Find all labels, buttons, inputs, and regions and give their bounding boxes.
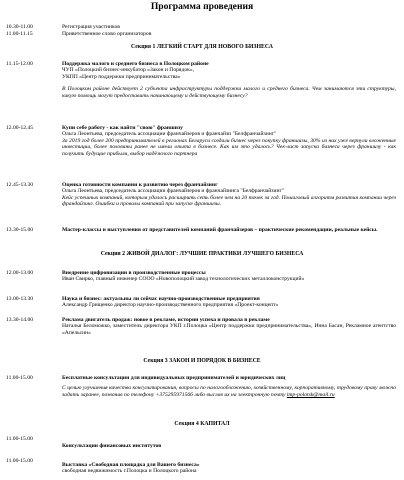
section-heading: Секция 4 КАПИТАЛ bbox=[174, 421, 230, 427]
schedule-row bbox=[6, 296, 396, 309]
item-title: Мастер-классы и выступления от представителей компаний франчайзеров – практические рекомендации, реальные кейсы. bbox=[62, 227, 378, 233]
time-slot: 13.30-14.00 bbox=[6, 317, 34, 323]
time-slot: 10.30-11.00 bbox=[6, 24, 33, 30]
time-slot: 11.00-15.00 bbox=[6, 436, 33, 442]
item-title: Реклама двигатель продаж: новое в рекламе, истории успеха и провала в рекламе bbox=[62, 317, 270, 323]
time-slot: 12.45-13.30 bbox=[6, 182, 34, 188]
item-description: За 2019 год более 200 предпринимателей в регионах Беларуси создали бизнес через покупку франшизы, 30% из них уже вернули вложенные инвестиции, более половины ранее не имели опыта в бизнесе. Как им это удалось? Чек-лист запуска бизнеса через франшизу - как получить будущие прибыли, выбор надёжного партнера bbox=[62, 137, 396, 157]
section-heading: Секция 1 ЛЕГКИЙ СТАРТ ДЛЯ НОВОГО БИЗНЕСА bbox=[131, 44, 273, 50]
item-speakers: Ольга Леонтьева, председатель ассоциации франчайзеров и франчайзинга "Белфранчайзинг" bbox=[62, 188, 285, 195]
item-description: В Полоцком районе действует 2 субъекта инфраструктуры поддержки малого и среднего бизнеса. Чем занимаются эти структуры, какую помощь могут предоставить начинающему и действующему бизнесу? bbox=[62, 86, 396, 99]
schedule-row bbox=[6, 182, 396, 208]
time-slot: 11.00-11.15 bbox=[6, 31, 33, 37]
schedule-row bbox=[6, 125, 396, 157]
schedule-row bbox=[6, 227, 396, 233]
item-description: С целью улучшения качества консультирования, вопросы по налогообложению, хозяйственному, корпоративному, трудовому праву можно задать заранее, позвонив по телефону +375295971566 либо выслав их на электронную почту imp-polotsk@mail.ru bbox=[62, 385, 396, 398]
schedule-row bbox=[6, 24, 396, 30]
item-title: Выставка «Свободная площадка для Вашего бизнеса» bbox=[62, 462, 200, 468]
item-speakers: Ольга Леонтьева, председатель ассоциации франчайзеров и франчайзи "Белфранчайзинг" bbox=[62, 131, 277, 138]
item-title: Бесплатные консультации для индивидуальных предпринимателей и юридических лиц bbox=[62, 375, 286, 381]
item-text: Приветственное слово организаторов bbox=[62, 31, 152, 37]
schedule-row bbox=[6, 61, 396, 99]
time-slot: 12.00-13.00 bbox=[6, 270, 34, 276]
item-title: Купи себе работу - как найти "свою" франшизу bbox=[62, 125, 183, 131]
time-slot: 11.00-15.00 bbox=[6, 458, 33, 464]
time-slot: 12.00-12.45 bbox=[6, 125, 34, 131]
item-speakers: Александр Грищенко директор научно-производственного предприятия «Проект-концепт» bbox=[62, 302, 279, 309]
time-slot: 11.15-12.00 bbox=[6, 61, 33, 67]
item-title: Оценка готовности компании к развитию через франчайзинг bbox=[62, 182, 218, 188]
item-title: Поддержка малого и среднего бизнеса в Полоцком районе bbox=[62, 61, 209, 67]
item-title: Наука и бизнес: актуальны ли сейчас научно-производственные предприятия bbox=[62, 296, 260, 302]
schedule-row bbox=[6, 31, 396, 37]
item-speakers: Иван Свирко, главный инженер СООО «Новополоцкий завод технологических металлоконструкций» bbox=[62, 276, 305, 283]
schedule-row bbox=[6, 458, 396, 475]
item-speakers: ЧУП «Полоцкий бизнес-инкубатор «Закон и Порядок», УКПП «Центр поддержки предпринимательства» bbox=[62, 67, 195, 80]
item-speakers: Наталья Беломожко, заместитель директора УКП г.Полоцка «Центр поддержки предпринимательства», Инна Басан, Рекламное агентство «Апельсин» bbox=[62, 323, 396, 336]
schedule-row bbox=[6, 317, 396, 336]
section-heading: Секция 2 ЖИВОЙ ДИАЛОГ: ЛУЧШИЕ ПРАКТИКИ ЛУЧШЕГО БИЗНЕСА bbox=[100, 251, 304, 257]
schedule-row bbox=[6, 375, 396, 398]
email-link[interactable]: imp-polotsk@mail.ru bbox=[286, 391, 335, 398]
item-title: Внедрение цифровизации в производственные процессы bbox=[62, 270, 206, 276]
page-title: Программа проведения bbox=[150, 1, 254, 12]
item-text: Регистрация участников bbox=[62, 24, 120, 30]
time-slot: 13.30-15.00 bbox=[6, 227, 34, 233]
schedule-row bbox=[6, 270, 396, 283]
time-slot: 11.00-15.00 bbox=[6, 375, 33, 381]
section-heading: Секция 3 ЗАКОН И ПОРЯДОК В БИЗНЕСЕ bbox=[143, 358, 261, 364]
schedule-row bbox=[6, 436, 396, 449]
time-slot: 13.00-13.30 bbox=[6, 296, 34, 302]
item-speakers: свободная недвижимость г.Полоцка и Полоцкого района bbox=[62, 468, 197, 475]
item-title: Консультации финансовых институтов bbox=[62, 443, 162, 449]
item-description: Кейс успешных компаний, которым удалось расширить сеть более чем на 20 точек за год. Пошаговый алгоритм развития компании через франдайзинг. Ошибки и провалы компаний при запуске франшизы. bbox=[62, 194, 396, 208]
